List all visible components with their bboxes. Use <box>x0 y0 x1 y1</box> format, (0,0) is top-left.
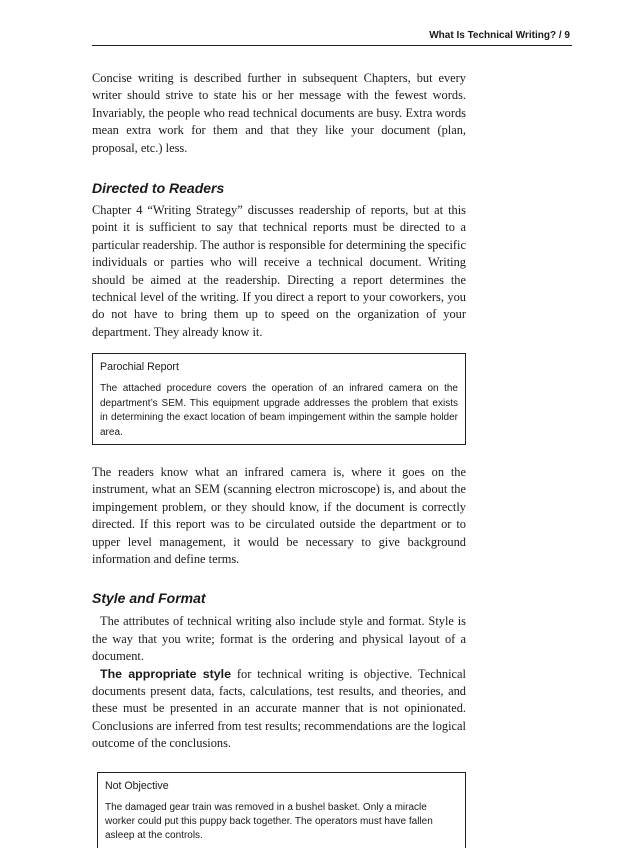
example-box-title: Not Objective <box>105 779 169 792</box>
header-rule <box>92 45 572 46</box>
running-head: What Is Technical Writing? / 9 <box>429 30 570 41</box>
style-paragraph-2 <box>92 666 466 753</box>
section-heading-style: Style and Format <box>92 590 206 607</box>
page-body <box>92 70 466 848</box>
example-box-parochial <box>92 353 466 445</box>
example-box-not-objective <box>97 772 466 848</box>
section-heading-directed: Directed to Readers <box>92 180 225 197</box>
style-paragraph-2-text: for technical writing is objective. Technical documents present data, facts, calculations, test results, and theories, and these must be presented in an accurate manner that is not opinionated. Conclusions are inferred from test results; recommendations are the logical outcome of the conclusions. <box>92 666 466 751</box>
style-paragraph-1: The attributes of technical writing also include style and format. Style is the way that you write; format is the ordering and physical layout of a document. <box>92 614 466 664</box>
intro-paragraph: Concise writing is described further in subsequent Chapters, but every writer should strive to state his or her message with the fewest words. Invariably, the people who read technical documents are busy. Extra words mean extra work for them and that they like your document (plan, proposal, etc.) less. <box>92 71 466 155</box>
directed-paragraph-2: The readers know what an infrared camera is, where it goes on the instrument, what an SEM (scanning electron microscope) is, and about the impingement problem, or they should know, if the document is correctly directed. If this report was to be circulated outside the department or to upper level management, it would be necessary to give background information and define terms. <box>92 464 466 566</box>
example-box-title: Parochial Report <box>100 361 179 374</box>
directed-paragraph-1: Chapter 4 “Writing Strategy” discusses readership of reports, but at this point it is sufficient to say that technical reports must be directed to a particular readership. The author is responsible for determining the specific individuals or parties who will receive a technical document. Writing should be aimed at the readership. Directing a report determines the technical level of the writing. If you direct a report to your coworkers, you do not have to bring them up to speed on the organization of your department. They already know it. <box>92 203 466 339</box>
example-box-text: The attached procedure covers the operation of an infrared camera on the department’s SEM. This equipment upgrade addresses the problem that exists in determining the exact location of beam impingement within the sample holder area. <box>100 383 458 438</box>
example-box-text: The damaged gear train was removed in a bushel basket. Only a miracle worker could put this puppy back together. The operators must have fallen asleep at the controls. <box>105 801 433 842</box>
style-lead-phrase: The appropriate style <box>100 666 231 681</box>
